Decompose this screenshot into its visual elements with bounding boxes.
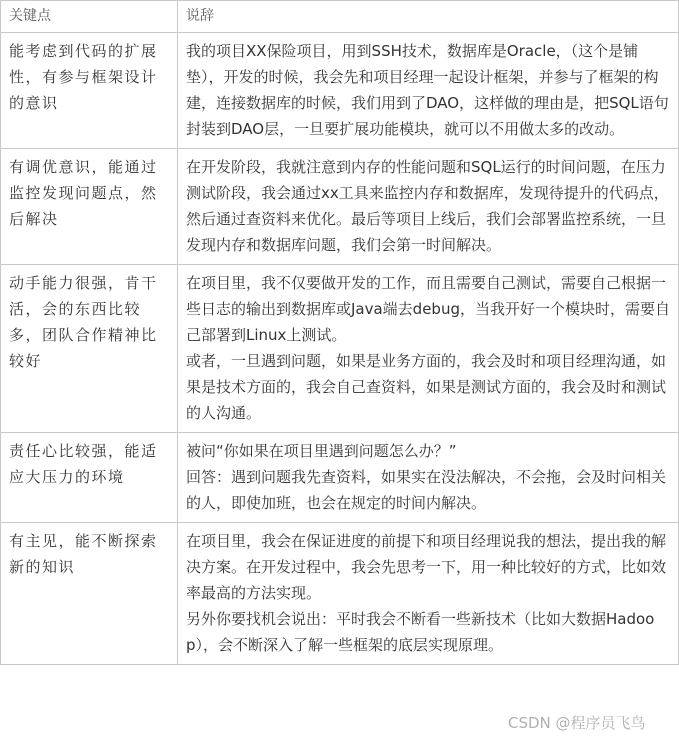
key-point-cell: 责任心比较强，能适应大压力的环境 [1,433,178,523]
table-row [1,149,679,265]
talking-point-paragraph: 被问“你如果在项目里遇到问题怎么办？” [186,442,457,460]
watermark: CSDN @程序员飞鸟 [508,714,646,732]
table-row [1,33,679,149]
talking-point-paragraph: 我的项目XX保险项目，用到SSH技术，数据库是Oracle，（这个是铺垫），开发的时候，我会先和项目经理一起设计框架，并参与了框架的构建，连接数据库的时候，我们用到了DAO，这样做的理由是，把SQL语句封装到DAO层，一旦要扩展功能模块，就可以不用做太多的改动。 [186,42,669,138]
talking-point-paragraph: 在项目里，我不仅要做开发的工作，而且需要自己测试，需要自己根据一些日志的输出到数据库或Java端去debug，当我开好一个模块时，需要自己部署到Linux上测试。 [186,274,670,344]
talking-point-cell [178,523,679,665]
key-point-cell: 有调优意识，能通过监控发现问题点，然后解决 [1,149,178,265]
header-key-points: 关键点 [1,1,178,33]
table-row [1,265,679,433]
talking-point-paragraph: 另外你要找机会说出：平时我会不断看一些新技术（比如大数据Hadoop），会不断深入了解一些框架的底层实现原理。 [186,610,655,654]
table-row [1,433,679,523]
table-row [1,523,679,665]
talking-point-paragraph: 在开发阶段，我就注意到内存的性能问题和SQL运行的时间问题，在压力测试阶段，我会通过xx工具来监控内存和数据库，发现待提升的代码点，然后通过查资料来优化。最后等项目上线后，我们会部署监控系统，一旦发现内存和数据库问题，我们会第一时间解决。 [186,158,669,254]
table-header-row [1,1,679,33]
talking-point-paragraph: 或者，一旦遇到问题，如果是业务方面的，我会及时和项目经理沟通，如果是技术方面的，我会自己查资料，如果是测试方面的，我会及时和测试的人沟通。 [186,352,667,422]
talking-point-cell [178,265,679,433]
key-point-cell: 有主见，能不断探索新的知识 [1,523,178,665]
talking-point-paragraph: 回答：遇到问题我先查资料，如果实在没法解决，不会拖，会及时问相关的人，即使加班，也会在规定的时间内解决。 [186,468,667,512]
header-talking-points: 说辞 [178,1,679,33]
talking-point-cell [178,33,679,149]
talking-point-paragraph: 在项目里，我会在保证进度的前提下和项目经理说我的想法，提出我的解决方案。在开发过程中，我会先思考一下，用一种比较好的方式，比如效率最高的方法实现。 [186,532,667,602]
talking-point-cell [178,149,679,265]
key-point-cell: 能考虑到代码的扩展性，有参与框架设计的意识 [1,33,178,149]
key-point-cell: 动手能力很强，肯干活，会的东西比较多，团队合作精神比较好 [1,265,178,433]
talking-point-cell [178,433,679,523]
